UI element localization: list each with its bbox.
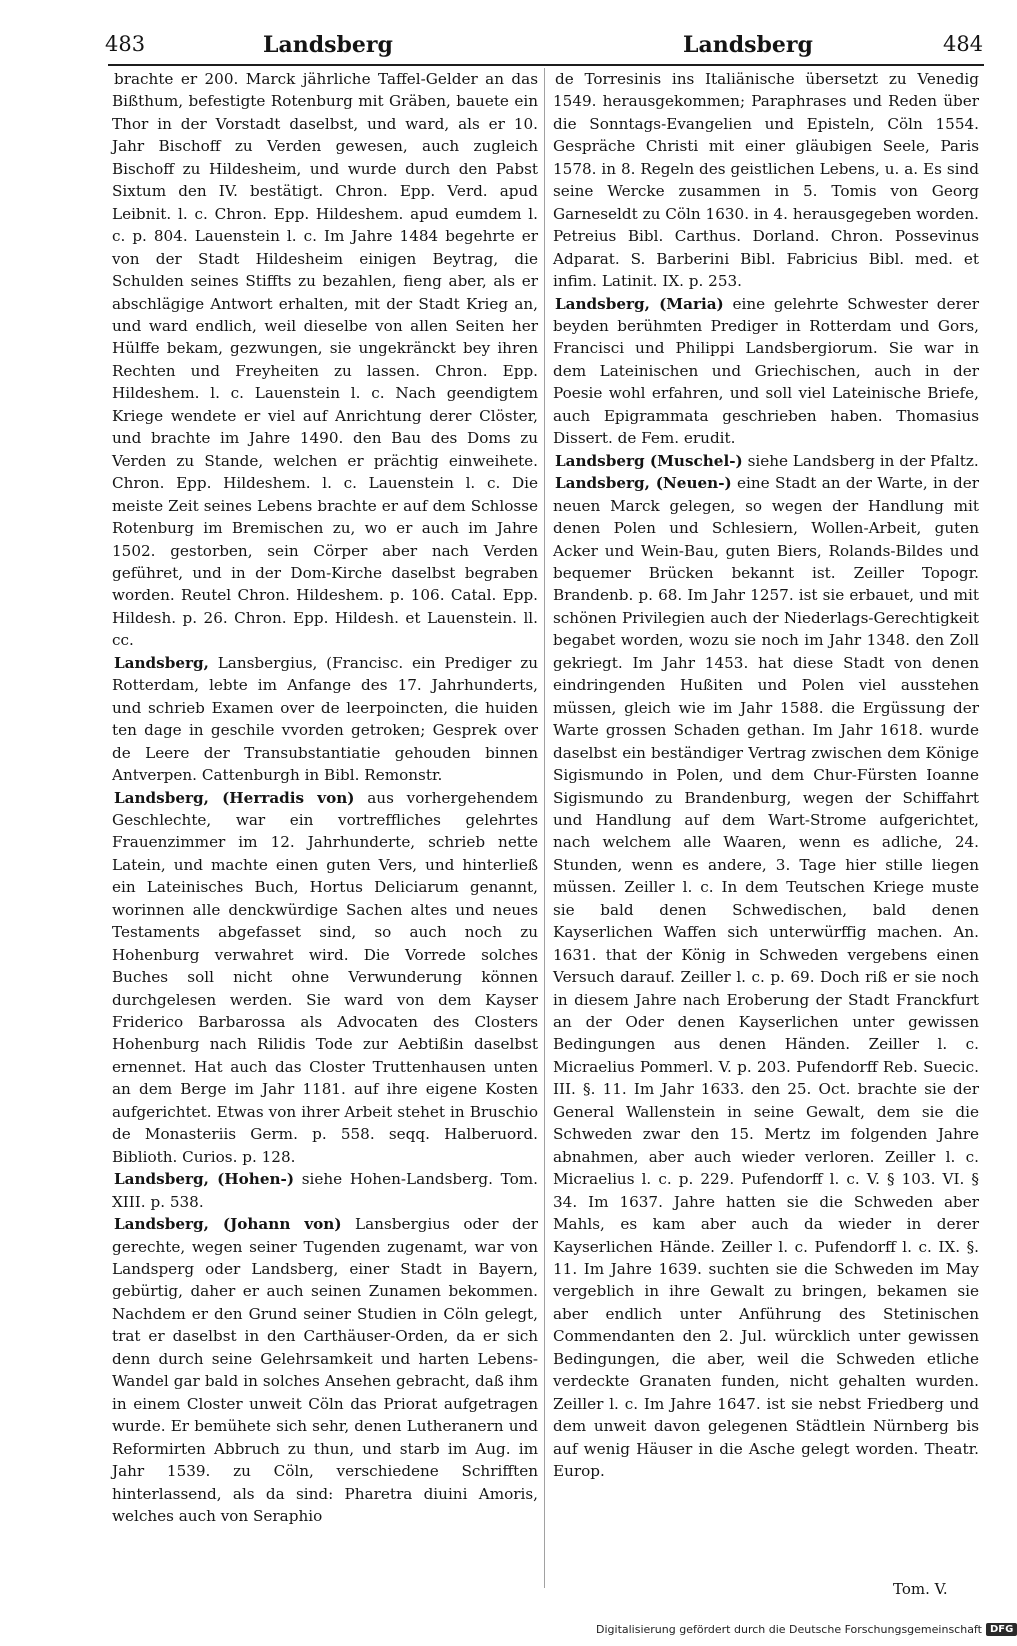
entry-headword: Landsberg, (Herradis von) <box>114 788 355 807</box>
entry-headword: Landsberg, (Johann von) <box>114 1215 342 1234</box>
left-page-number: 483 <box>105 32 146 56</box>
entry <box>112 1213 538 1527</box>
running-header <box>105 28 985 62</box>
header-rule <box>108 64 984 66</box>
entry-text: eine Stadt an der Warte, in der neuen Marck gelegen, so wegen der Handlung mit denen Polen und Schlesiern, Wollen-Arbeit, guten Acker und Wein-Bau, guten Biers, Rolands-Bildes und bequemer Brücken bekannt ist. Zeiller Topogr. Brandenb. p. 68. Im Jahr 1257. ist sie erbauet, und mit schönen Privilegien auch der Niederlags-Gerechtigkeit begabet worden, wozu sie noch im Jahr 1348. den Zoll gekriegt. Im Jahr 1453. hat diese Stadt von denen eindringenden Hußiten und Polen viel ausstehen müssen, gleich wie im Jahr 1588. die Ergüssung der Warte grossen Schaden gethan. Im Jahr 1618. wurde daselbst ein beständiger Vertrag zwischen dem Könige Sigismundo in Polen, und dem Chur-Fürsten Ioanne Sigismundo zu Brandenburg, wegen der Schiffahrt und Handlung auf dem Wart-Strome aufgerichtet, nach welchem alle Waaren, wenn es adliche, 24. Stunden, wenn es andere, 3. Tage hier stille liegen müssen. Zeiller l. c. In dem Teutschen Kriege muste sie bald denen Schwedischen, bald denen Kayserlichen Waffen sich unterwürffig machen. An. 1631. that der König in Schweden vergebens einen Versuch darauf. Zeiller l. c. p. 69. Doch riß er sie noch in diesem Jahre nach Eroberung der Stadt Franckfurt an der Oder denen Kayserlichen unter gewissen Bedingungen aus denen Händen. Zeiller l. c. Micraelius Pommerl. V. p. 203. Pufendorff Reb. Suecic. III. §. 11. Im Jahr 1633. den 25. Oct. brachte sie der General Wallenstein in seine Gewalt, dem sie die Schweden zwar den 15. Mertz im folgenden Jahre abnahmen, aber auch wieder verloren. Zeiller l. c. Micraelius l. c. p. 229. Pufendorff l. c. V. § 103. VI. § 34. Im 1637. Jahre hatten sie die Schweden aber Mahls, es kam aber auch da wieder in derer Kayserlichen Hände. Zeiller l. c. Pufendorff l. c. IX. §. 11. Im Jahre 1639. suchten sie die Schweden im May vergeblich in ihre Gewalt zu bringen, bekamen sie aber endlich unter Anführung des Stetinischen Commendanten den 2. Jul. würcklich unter gewissen Bedingungen, die aber, weil die Schweden etliche verdeckte Granaten funden, nicht gehalten wurden. Zeiller l. c. Im Jahre 1647. ist sie nebst Friedberg und dem unweit davon gelegenen Städtlein Nürnberg bis auf wenig Häuser in die Asche gelegt worden. Theatr. Europ. <box>553 474 979 1481</box>
entry <box>112 1168 538 1213</box>
digitization-footer <box>596 1623 1017 1636</box>
right-running-title: Landsberg <box>683 32 813 58</box>
entry <box>553 472 979 1482</box>
entry <box>553 68 979 293</box>
entry <box>553 450 979 472</box>
entry-text: de Torresinis ins Italiänische übersetzt zu Venedig 1549. herausgekommen; Paraphrases und Reden über die Sonntags-Evangelien und Episteln, Cöln 1554. Gespräche Christi mit einer gläubigen Seele, Paris 1578. in 8. Regeln des geistlichen Lebens, u. a. Es sind seine Wercke zusammen in 5. Tomis von Georg Garneseldt zu Cöln 1630. in 4. herausgegeben worden. Petreius Bibl. Carthus. Dorland. Chron. Possevinus Adparat. S. Barberini Bibl. Fabricius Bibl. med. et infim. Latinit. IX. p. 253. <box>553 70 979 291</box>
entry-headword: Landsberg (Muschel-) <box>555 451 743 470</box>
entry-text: siehe Landsberg in der Pfaltz. <box>747 451 979 470</box>
left-column <box>112 68 538 1527</box>
entry <box>553 293 979 450</box>
entry <box>112 787 538 1169</box>
entry <box>112 68 538 652</box>
entry-text: brachte er 200. Marck jährliche Taffel-Gelder an das Bißthum, befestigte Rotenburg mit Gräben, bauete ein Thor in der Vorstadt daselbst, und ward, als er 10. Jahr Bischoff zu Verden gewesen, auch zugleich Bischoff zu Hildesheim, und wurde durch den Pabst Sixtum den IV. bestätigt. Chron. Epp. Verd. apud Leibnit. l. c. Chron. Epp. Hildeshem. apud eumdem l. c. p. 804. Lauenstein l. c. Im Jahre 1484 begehrte er von der Stadt Hildesheim einigen Beytrag, die Schulden seines Stiffts zu bezahlen, fieng aber, als er abschlägige Antwort erhalten, mit der Stadt Krieg an, und ward endlich, weil dieselbe von allen Seiten her Hülffe bekam, gezwungen, sie ungekränckt bey ihren Rechten und Freyheiten zu lassen. Chron. Epp. Hildeshem. l. c. Lauenstein l. c. Nach geendigtem Kriege wendete er viel auf Anrichtung derer Clöster, und brachte im Jahre 1490. den Bau des Doms zu Verden zu Stande, welchen er prächtig einweihete. Chron. Epp. Hildeshem. l. c. Lauenstein l. c. Die meiste Zeit seines Lebens brachte er auf dem Schlosse Rotenburg im Bremischen zu, wo er auch im Jahre 1502. gestorben, sein Cörper aber nach Verden geführet, und in der Dom-Kirche daselbst begraben worden. Reutel Chron. Hildeshem. p. 106. Catal. Epp. Hildesh. p. 26. Chron. Epp. Hildesh. et Lauenstein. ll. cc. <box>112 70 538 650</box>
entry <box>112 652 538 787</box>
catchword: Tom. V. <box>893 1580 948 1598</box>
entry-text: aus vorhergehendem Geschlechte, war ein vortreffliches gelehrtes Frauenzimmer im 12. Jahrhunderte, schrieb nette Latein, und machte einen guten Vers, und hinterließ ein Lateinisches Buch, Hortus Deliciarum genannt, worinnen alle denckwürdige Sachen altes und neues Testaments abgefasset sind, so auch noch zu Hohenburg verwahret wird. Die Vorrede solches Buches soll nicht ohne Verwunderung können durchgelesen werden. Sie ward von dem Kayser Friderico Barbarossa als Advocaten des Closters Hohenburg nach Rilidis Tode zur Aebtißin daselbst ernennet. Hat auch das Closter Truttenhausen unten an dem Berge im Jahr 1181. auf ihre eigene Kosten aufgerichtet. Etwas von ihrer Arbeit stehet in Bruschio de Monasteriis Germ. p. 558. seqq. Halberuord. Biblioth. Curios. p. 128. <box>112 788 539 1166</box>
entry-text: siehe Hohen-Landsberg. Tom. XIII. p. 538. <box>112 1170 538 1211</box>
left-running-title: Landsberg <box>263 32 393 58</box>
right-page-number: 484 <box>943 32 984 56</box>
entry-text: Lansbergius oder der gerechte, wegen seiner Tugenden zugenamt, war von Landsperg oder Landsberg, einer Stadt in Bayern, gebürtig, daher er auch seinen Zunamen bekommen. Nachdem er den Grund seiner Studien in Cöln gelegt, trat er daselbst in den Carthäuser-Orden, da er sich denn durch seine Gelehrsamkeit und harten Lebens-Wandel gar bald in solches Ansehen gebracht, daß ihm in einem Closter unweit Cöln das Priorat aufgetragen wurde. Er bemühete sich sehr, denen Lutheranern und Reformirten Abbruch zu thun, und starb im Aug. im Jahr 1539. zu Cöln, verschiedene Schrifften hinterlassend, als da sind: Pharetra diuini Amoris, welches auch von Seraphio <box>112 1215 538 1525</box>
entry-headword: Landsberg, <box>114 653 209 672</box>
column-divider <box>544 68 545 1588</box>
entry-headword: Landsberg, (Maria) <box>555 294 724 313</box>
right-column <box>553 68 979 1483</box>
entry-headword: Landsberg, (Hohen-) <box>114 1170 295 1189</box>
footer-text: Digitalisierung gefördert durch die Deutsche Forschungsgemeinschaft <box>596 1623 982 1636</box>
entry-text: Lansbergius, (Francisc. ein Prediger zu Rotterdam, lebte im Anfange des 17. Jahrhunderts, und schrieb Examen over de leerpoincten, die huiden ten dage in geschile vvorden getroken; Gesprek over de Leere der Transubstantiatie gehouden binnen Antverpen. Cattenburgh in Bibl. Remonstr. <box>112 653 538 785</box>
dfg-logo-icon: DFG <box>986 1623 1017 1636</box>
entry-headword: Landsberg, (Neuen-) <box>555 474 732 493</box>
entry-text: eine gelehrte Schwester derer beyden berühmten Prediger in Rotterdam und Gors, Francisci und Philippi Landsbergiorum. Sie war in dem Lateinischen und Griechischen, auch in der Poesie wohl erfahren, und soll viel Lateinische Briefe, auch Epigrammata geschrieben haben. Thomasius Dissert. de Fem. erudit. <box>553 294 980 448</box>
